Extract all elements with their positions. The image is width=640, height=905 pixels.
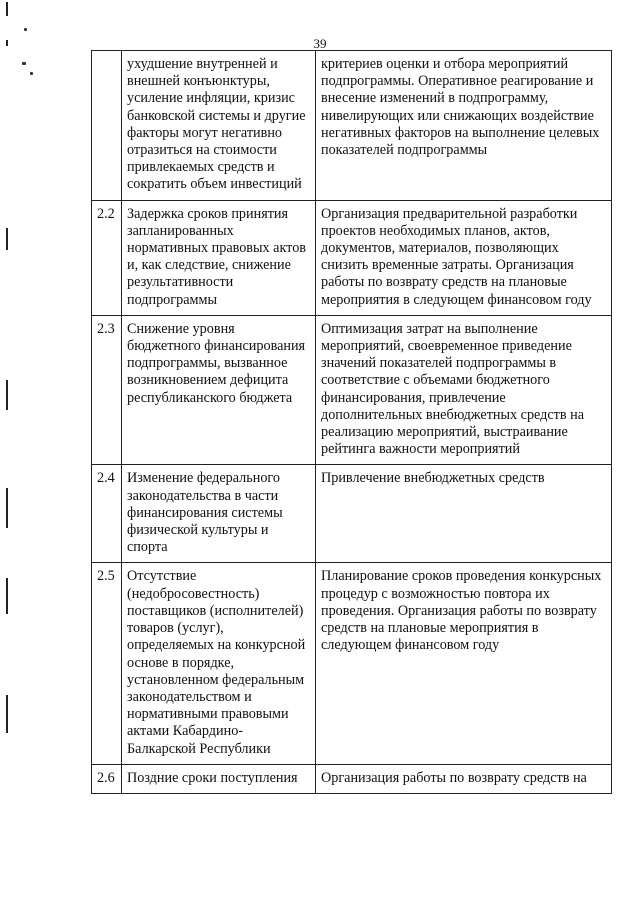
table-row [92,563,612,764]
risk-description: Поздние сроки поступления [122,764,316,793]
table-row [92,764,612,793]
risk-description: Снижение уровня бюджетного финансирования подпрограммы, вызванное возникновением дефицита республиканского бюджета [122,315,316,465]
risk-description: Отсутствие (недобросовестность) поставщиков (исполнителей) товаров (услуг), определяемых на конкурсной основе в порядке, установленном федеральным законодательством и нормативными правовыми актами Кабардино-Балкарской Республики [122,563,316,764]
table-row [92,465,612,563]
risk-mitigation-measure: критериев оценки и отбора мероприятий подпрограммы. Оперативное реагирование и внесение изменений в подпрограмму, нивелирующих или снижающих воздействие негативных факторов на выполнение целевых показателей подпрограммы [316,51,612,201]
scan-edge-mark [6,488,8,528]
risk-mitigation-measure: Организация работы по возврату средств на [316,764,612,793]
row-number: 2.4 [92,465,122,563]
scan-speck [24,28,27,31]
row-number [92,51,122,201]
table-row [92,315,612,465]
row-number: 2.5 [92,563,122,764]
scan-edge-mark [6,380,8,410]
table-row [92,200,612,315]
scan-edge-mark [6,2,8,16]
risk-description: Задержка сроков принятия запланированных нормативных правовых актов и, как следствие, снижение результативности подпрограммы [122,200,316,315]
scan-edge-mark [6,695,8,733]
row-number: 2.3 [92,315,122,465]
risk-description: Изменение федерального законодательства в части финансирования системы физической культуры и спорта [122,465,316,563]
scan-speck [22,62,26,65]
table-row [92,51,612,201]
risk-mitigation-measure: Привлечение внебюджетных средств [316,465,612,563]
row-number: 2.6 [92,764,122,793]
scan-edge-mark [6,578,8,614]
risk-mitigation-measure: Организация предварительной разработки проектов необходимых планов, актов, документов, материалов, позволяющих снизить временные затраты. Организация работы по возврату средств на плановые мероприятия в следующем финансовом году [316,200,612,315]
row-number: 2.2 [92,200,122,315]
risk-mitigation-measure: Планирование сроков проведения конкурсных процедур с возможностью повтора их проведения. Организация работы по возврату средств на плановые мероприятия в следующем финансовом году [316,563,612,764]
risk-description: ухудшение внутренней и внешней конъюнктуры, усиление инфляции, кризис банковской системы и другие факторы могут негативно отразиться на стоимости привлекаемых средств и сократить объем инвестиций [122,51,316,201]
scan-edge-mark [6,228,8,250]
page-number: 39 [313,36,327,51]
risk-mitigation-measure: Оптимизация затрат на выполнение мероприятий, своевременное приведение значений показателей подпрограммы в соответствие с объемами бюджетного финансирования, привлечение дополнительных внебюджетных средств на реализацию мероприятий, выстраивание рейтинга важности мероприятий [316,315,612,465]
risk-measures-table [91,50,612,794]
scan-speck [30,72,33,75]
